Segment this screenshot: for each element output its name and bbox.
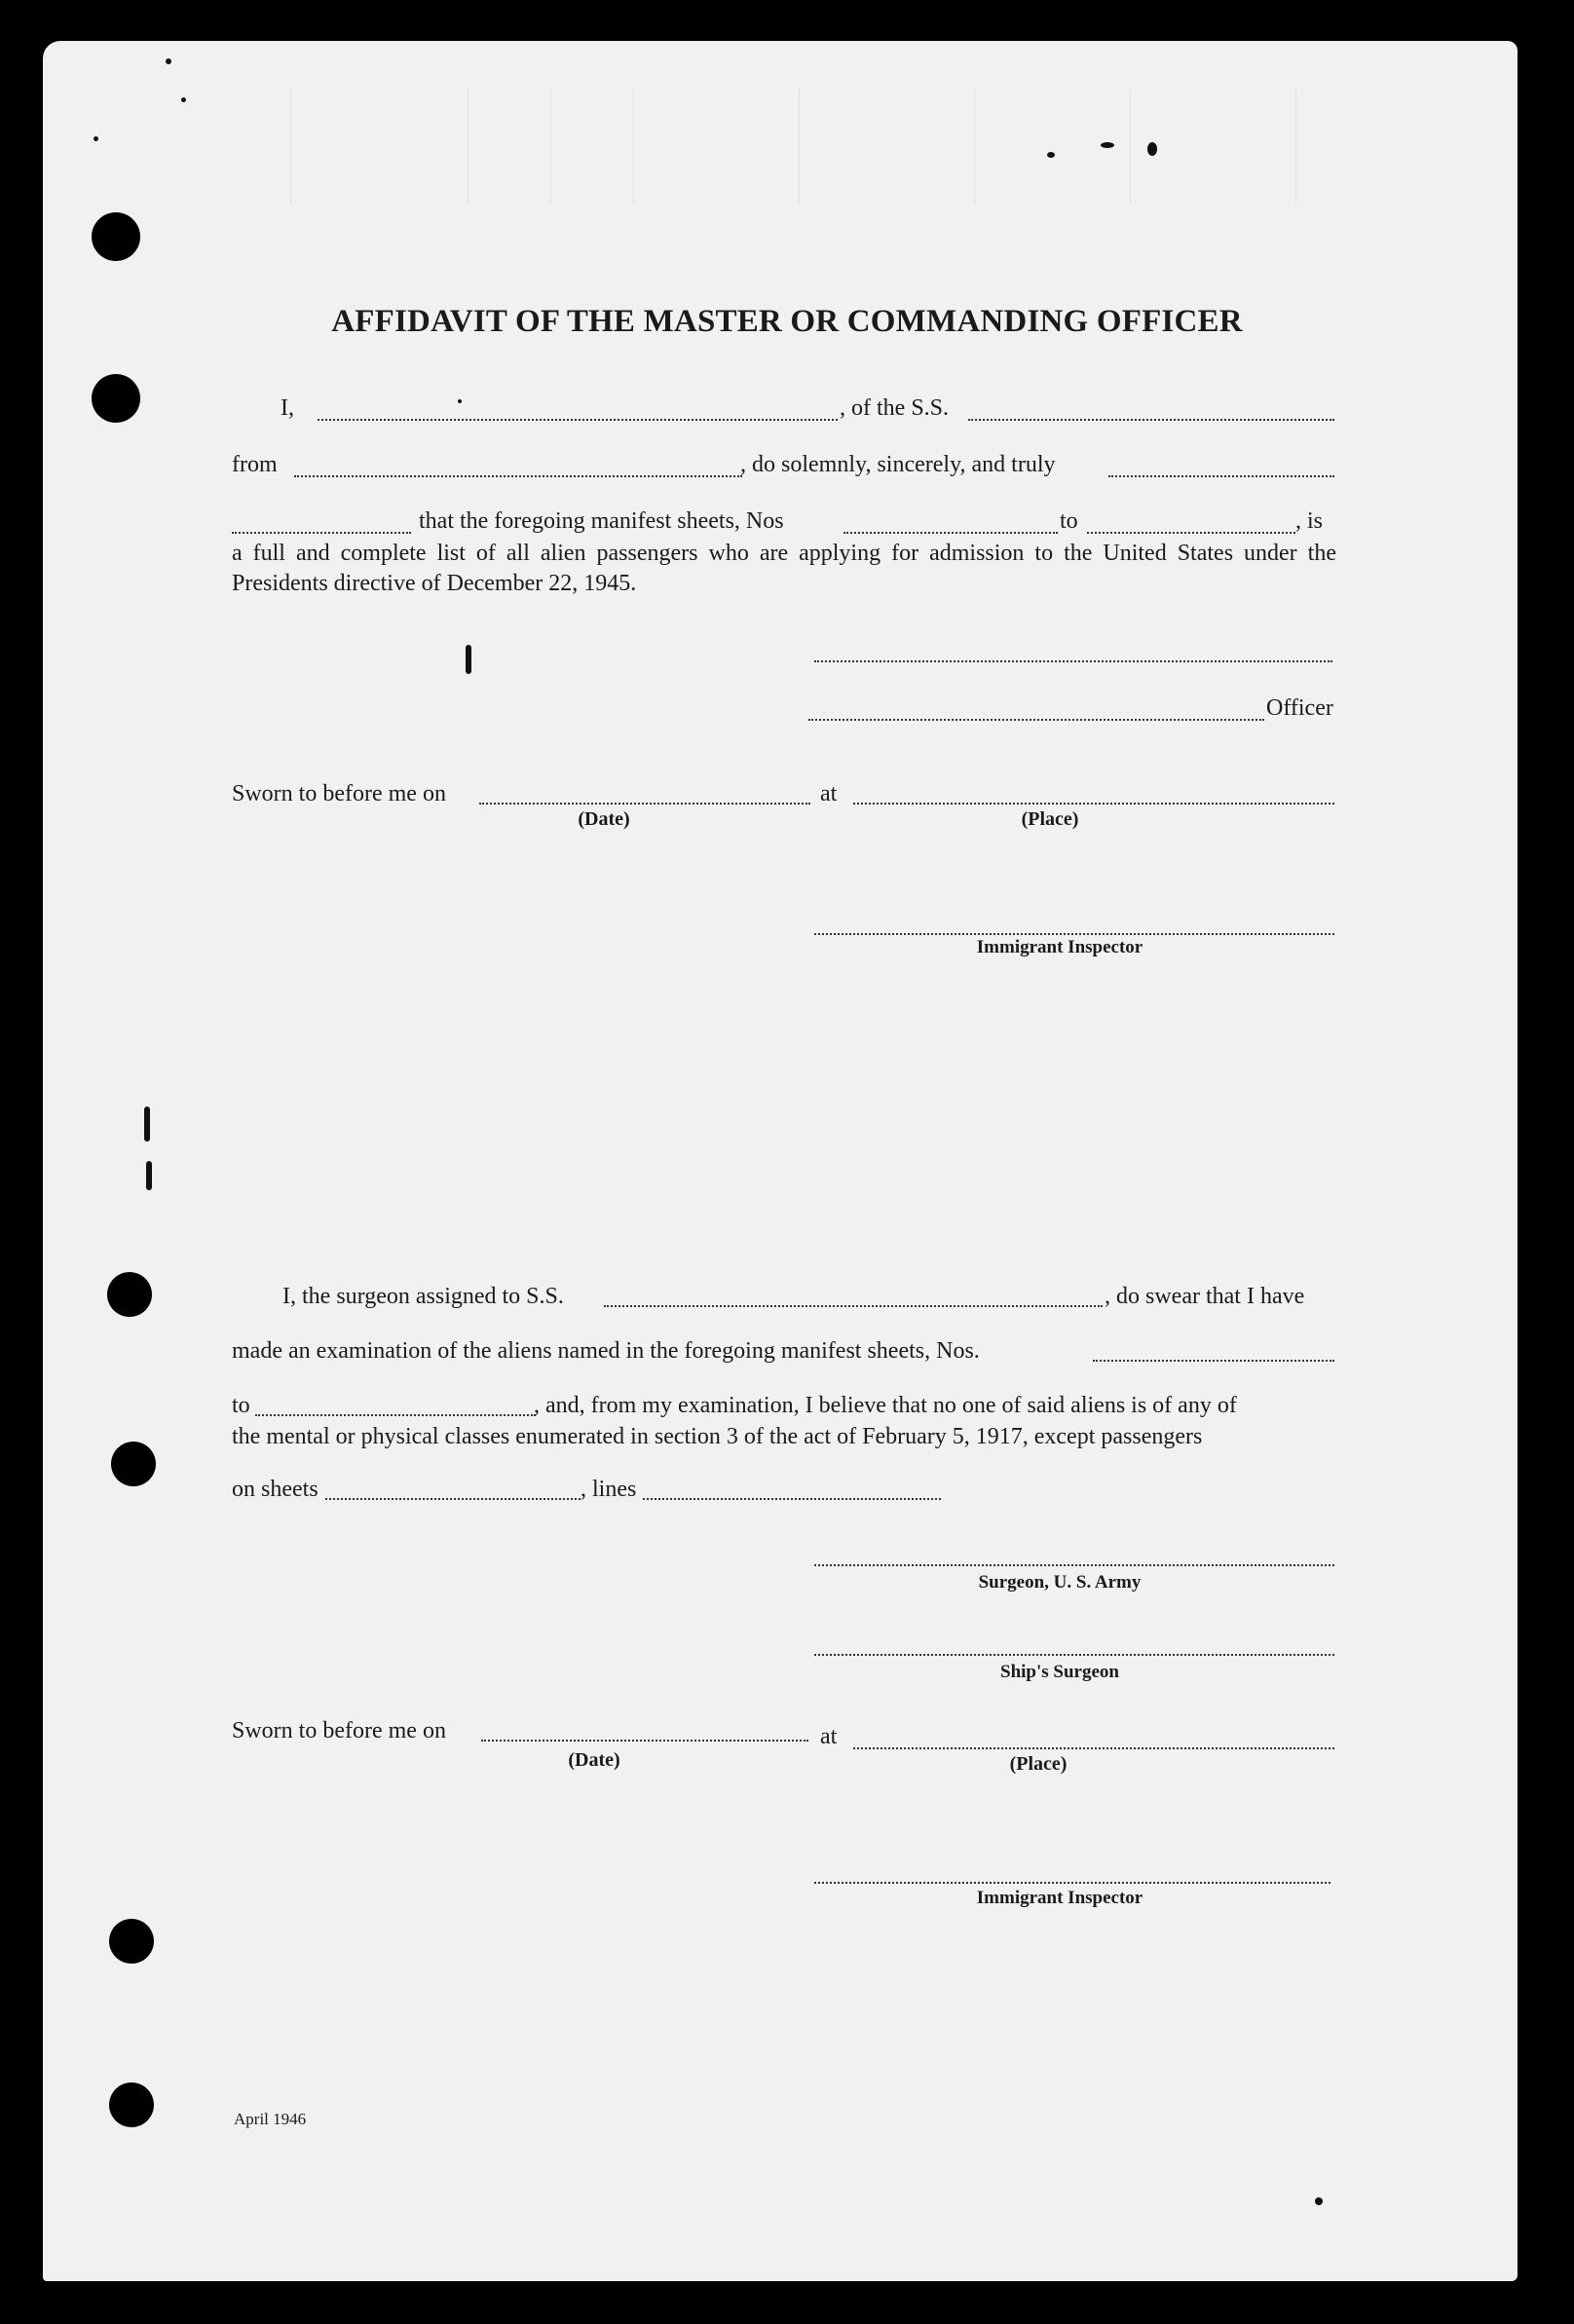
surgeon-ship-field[interactable] xyxy=(604,1305,1103,1307)
ship-surgeon-caption: Ship's Surgeon xyxy=(1000,1662,1119,1682)
master-sworn-place-field[interactable] xyxy=(853,803,1334,805)
surgeon-sworn-label: Sworn to before me on xyxy=(232,1718,446,1743)
master-signature-line[interactable] xyxy=(814,660,1332,662)
ink-speck xyxy=(144,1106,150,1142)
surgeon-at-label: at xyxy=(820,1724,838,1749)
ship-surgeon-signature-line[interactable] xyxy=(814,1654,1334,1656)
master-at-label: at xyxy=(820,781,838,806)
punch-hole xyxy=(109,2082,154,2127)
truly-field[interactable] xyxy=(1108,475,1334,477)
master-inspector-caption: Immigrant Inspector xyxy=(976,937,1143,957)
solemnly-label: , do solemnly, sincerely, and truly xyxy=(740,452,1056,477)
sheets-to-field[interactable] xyxy=(1087,532,1295,534)
do-swear-label: , do swear that I have xyxy=(1105,1284,1305,1309)
manifest-sheets-label: that the foregoing manifest sheets, Nos xyxy=(419,508,784,534)
master-sworn-date-field[interactable] xyxy=(479,803,810,805)
bleed-through-line xyxy=(550,88,551,205)
bleed-through-line xyxy=(1295,88,1296,205)
ink-speck xyxy=(466,645,471,674)
ink-speck xyxy=(181,97,186,102)
surgeon-sheets-from-field[interactable] xyxy=(1093,1360,1334,1362)
surgeon-sworn-date-field[interactable] xyxy=(481,1740,808,1742)
master-i-label: I, xyxy=(281,395,294,421)
master-date-caption: (Date) xyxy=(578,808,630,830)
officer-label: Officer xyxy=(1266,695,1333,721)
ink-speck xyxy=(1101,142,1114,148)
classes-label: the mental or physical classes enumerated in section 3 of the act of February 5, 1917, except passengers xyxy=(232,1424,1203,1449)
surgeon-inspector-signature-line[interactable] xyxy=(814,1882,1330,1884)
ink-speck xyxy=(166,58,171,64)
of-the-ss-label: , of the S.S. xyxy=(840,395,950,421)
master-paragraph: a full and complete list of all alien passengers who are applying for admission to the United States under the Presidents directive of December 22, 1945. xyxy=(232,541,1336,596)
army-surgeon-caption: Surgeon, U. S. Army xyxy=(978,1572,1142,1593)
ink-speck xyxy=(94,136,98,141)
punch-hole xyxy=(111,1442,156,1486)
officer-signature-line[interactable] xyxy=(808,719,1264,721)
from-field[interactable] xyxy=(294,475,742,477)
bleed-through-line xyxy=(1130,88,1131,205)
punch-hole xyxy=(109,1919,154,1964)
bleed-through-line xyxy=(290,88,291,205)
surgeon-place-caption: (Place) xyxy=(1009,1753,1068,1775)
bleed-through-line xyxy=(974,88,975,205)
ink-speck xyxy=(1047,152,1055,158)
lines-label: , lines xyxy=(581,1477,637,1502)
affirm-field[interactable] xyxy=(232,532,411,534)
punch-hole xyxy=(92,212,140,261)
to-label: to xyxy=(1060,508,1078,534)
document-page xyxy=(43,41,1518,2281)
sheets-from-field[interactable] xyxy=(843,532,1058,534)
surgeon-sworn-place-field[interactable] xyxy=(853,1747,1334,1749)
ink-speck xyxy=(1315,2197,1323,2205)
punch-hole xyxy=(92,374,140,423)
bleed-through-line xyxy=(633,88,634,205)
master-sworn-label: Sworn to before me on xyxy=(232,781,446,806)
form-title: AFFIDAVIT OF THE MASTER OR COMMANDING OFFICER xyxy=(331,304,1243,339)
on-sheets-label: on sheets xyxy=(232,1477,319,1502)
bleed-through-line xyxy=(799,88,800,205)
ink-speck xyxy=(1147,142,1157,156)
is-label: , is xyxy=(1295,508,1324,534)
ink-speck xyxy=(146,1161,152,1190)
master-ship-field[interactable] xyxy=(968,419,1334,421)
exception-lines-field[interactable] xyxy=(643,1498,941,1500)
surgeon-date-caption: (Date) xyxy=(568,1749,620,1771)
master-place-caption: (Place) xyxy=(1021,808,1079,830)
examination-label: made an examination of the aliens named in the foregoing manifest sheets, Nos. xyxy=(232,1338,980,1364)
exception-sheets-field[interactable] xyxy=(325,1498,581,1500)
ink-speck xyxy=(458,399,462,403)
punch-hole xyxy=(107,1272,152,1317)
surgeon-sheets-to-field[interactable] xyxy=(255,1414,536,1416)
form-date: April 1946 xyxy=(234,2110,307,2128)
surgeon-inspector-caption: Immigrant Inspector xyxy=(976,1888,1143,1908)
army-surgeon-signature-line[interactable] xyxy=(814,1564,1334,1566)
surgeon-i-label: I, the surgeon assigned to S.S. xyxy=(282,1284,564,1309)
master-inspector-signature-line[interactable] xyxy=(814,933,1334,935)
master-name-field[interactable] xyxy=(318,419,838,421)
no-aliens-label: , and, from my examination, I believe that no one of said aliens is of any of xyxy=(534,1393,1237,1418)
from-label: from xyxy=(232,452,278,477)
surgeon-to-label: to xyxy=(232,1393,250,1418)
